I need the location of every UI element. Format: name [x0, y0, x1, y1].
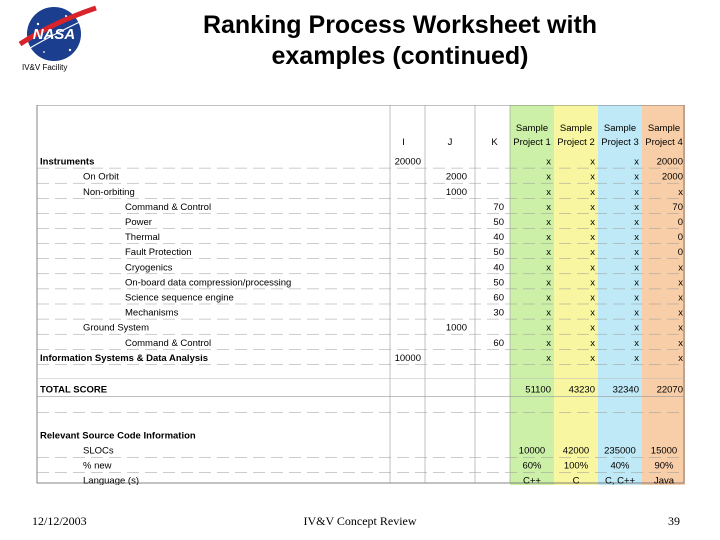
sample-header-line1: Sample — [647, 123, 681, 134]
source-row-label: Language (s) — [83, 475, 139, 485]
column-header-i: I — [402, 137, 405, 148]
source-cell: 10000 — [518, 445, 546, 457]
project-cell: x — [590, 337, 595, 349]
project-cell: 0 — [677, 232, 683, 244]
row-label: Thermal — [125, 232, 160, 244]
sample-header-line1: Sample — [515, 123, 549, 134]
row-label: Command & Control — [125, 337, 212, 349]
project-cell: 20000 — [656, 156, 683, 168]
source-info-heading: Relevant Source Code Information — [40, 430, 196, 442]
sample-header-line2: Project 2 — [557, 137, 595, 148]
project-cell: x — [590, 201, 595, 213]
sample-header-line2: Project 4 — [645, 137, 683, 148]
weight-k: 60 — [493, 292, 504, 304]
project-cell: x — [634, 156, 639, 168]
row-label: Cryogenics — [125, 262, 173, 274]
weight-j: 2000 — [445, 171, 467, 183]
weight-k: 50 — [493, 217, 504, 228]
project-cell: x — [546, 171, 551, 183]
total-score-value: 51100 — [525, 384, 551, 396]
project-cell: 0 — [677, 217, 683, 228]
source-cell: 235000 — [604, 445, 636, 457]
source-cell: 100% — [563, 460, 589, 472]
project-cell: x — [634, 232, 639, 244]
project-cell: x — [546, 262, 551, 274]
project-cell: x — [546, 307, 551, 319]
title-line-1: Ranking Process Worksheet with — [202, 11, 598, 39]
row-label: Power — [125, 217, 152, 228]
page-title — [150, 10, 650, 72]
project-cell: x — [590, 171, 595, 183]
row-label: Fault Protection — [125, 247, 192, 259]
project-cell: x — [590, 156, 595, 168]
weight-j: 1000 — [445, 186, 467, 198]
project-cell: x — [634, 337, 639, 349]
row-label: Command & Control — [125, 201, 212, 213]
source-cell: 15000 — [650, 445, 678, 457]
footer-presentation-title: IV&V Concept Review — [303, 514, 417, 528]
ranking-worksheet-table — [35, 105, 685, 485]
project-cell: x — [546, 232, 551, 244]
project-cell: x — [634, 186, 639, 198]
project-cell: x — [634, 277, 639, 289]
project-cell: x — [634, 247, 639, 259]
row-label: Science sequence engine — [125, 292, 234, 304]
total-score-value: 43230 — [568, 384, 595, 396]
sample-header-line1: Sample — [559, 123, 593, 134]
project-cell: x — [590, 186, 595, 198]
project-cell: x — [634, 307, 639, 319]
weight-k: 40 — [493, 262, 504, 274]
project-cell: x — [590, 322, 595, 334]
project-cell: x — [590, 307, 595, 319]
project-cell: x — [590, 277, 595, 289]
project-cell: x — [546, 292, 551, 304]
project-cell: x — [546, 247, 551, 259]
total-score-label: TOTAL SCORE — [40, 384, 108, 396]
source-row-label: SLOCs — [83, 445, 114, 457]
logo-caption: IV&V Facility — [22, 63, 68, 72]
footer-date: 12/12/2003 — [32, 514, 87, 528]
project-cell: x — [590, 352, 595, 364]
logo-text: NASA — [32, 26, 76, 43]
project-cell: x — [678, 292, 683, 304]
project-cell: x — [546, 337, 551, 349]
weight-i: 10000 — [394, 352, 421, 364]
title-line-2: examples (continued) — [271, 42, 529, 70]
project-cell: 0 — [677, 247, 683, 259]
column-header-k: K — [491, 137, 498, 148]
project-cell: x — [634, 352, 639, 364]
weight-k: 60 — [493, 337, 504, 349]
source-cell: 90% — [654, 460, 674, 472]
project-cell: x — [590, 262, 595, 274]
total-score-value: 22070 — [656, 384, 683, 396]
project-cell: x — [634, 262, 639, 274]
project-cell: x — [634, 322, 639, 334]
project-cell: x — [590, 247, 595, 259]
project-cell: x — [634, 171, 639, 183]
weight-k: 50 — [493, 247, 504, 259]
project-cell: x — [634, 217, 639, 228]
row-label: Non-orbiting — [83, 186, 135, 198]
project-cell: 70 — [672, 201, 683, 213]
source-cell: Java — [653, 475, 675, 485]
project-cell: x — [590, 217, 595, 228]
project-cell: x — [678, 186, 683, 198]
source-cell: 60% — [522, 460, 542, 472]
source-row-label: % new — [83, 460, 112, 472]
project-cell: x — [546, 217, 551, 228]
row-label: Instruments — [40, 156, 95, 168]
weight-k: 70 — [493, 201, 504, 213]
project-cell: x — [546, 201, 551, 213]
project-cell: x — [590, 232, 595, 244]
column-header-j: J — [447, 137, 453, 148]
project-cell: x — [546, 156, 551, 168]
page-number: 39 — [668, 514, 680, 528]
source-cell: C — [572, 475, 580, 485]
project-cell: x — [634, 292, 639, 304]
source-cell: 42000 — [562, 445, 590, 457]
row-label: On-board data compression/processing — [125, 277, 292, 289]
source-cell: C, C++ — [604, 475, 636, 485]
row-label: Ground System — [83, 322, 149, 334]
sample-header-line2: Project 3 — [601, 137, 639, 148]
project-cell: 2000 — [661, 171, 683, 183]
project-cell: x — [590, 292, 595, 304]
project-cell: x — [678, 307, 683, 319]
project-cell: x — [546, 322, 551, 334]
project-cell: x — [546, 186, 551, 198]
source-cell: C++ — [523, 475, 541, 485]
weight-i: 20000 — [394, 156, 421, 168]
project-cell: x — [678, 352, 683, 364]
project-cell: x — [546, 352, 551, 364]
project-cell: x — [678, 322, 683, 334]
weight-j: 1000 — [445, 322, 467, 334]
row-label: Mechanisms — [125, 307, 179, 319]
project-cell: x — [546, 277, 551, 289]
project-cell: x — [678, 262, 683, 274]
row-label: Information Systems & Data Analysis — [40, 352, 209, 364]
total-score-value: 32340 — [612, 384, 639, 396]
project-cell: x — [678, 337, 683, 349]
project-cell: x — [678, 277, 683, 289]
row-label: On Orbit — [83, 171, 119, 183]
weight-k: 30 — [493, 307, 504, 319]
sample-header-line1: Sample — [603, 123, 637, 134]
weight-k: 50 — [493, 277, 504, 289]
project-cell: x — [634, 201, 639, 213]
source-cell: 40% — [610, 460, 630, 472]
sample-header-line2: Project 1 — [513, 137, 551, 148]
weight-k: 40 — [493, 232, 504, 244]
